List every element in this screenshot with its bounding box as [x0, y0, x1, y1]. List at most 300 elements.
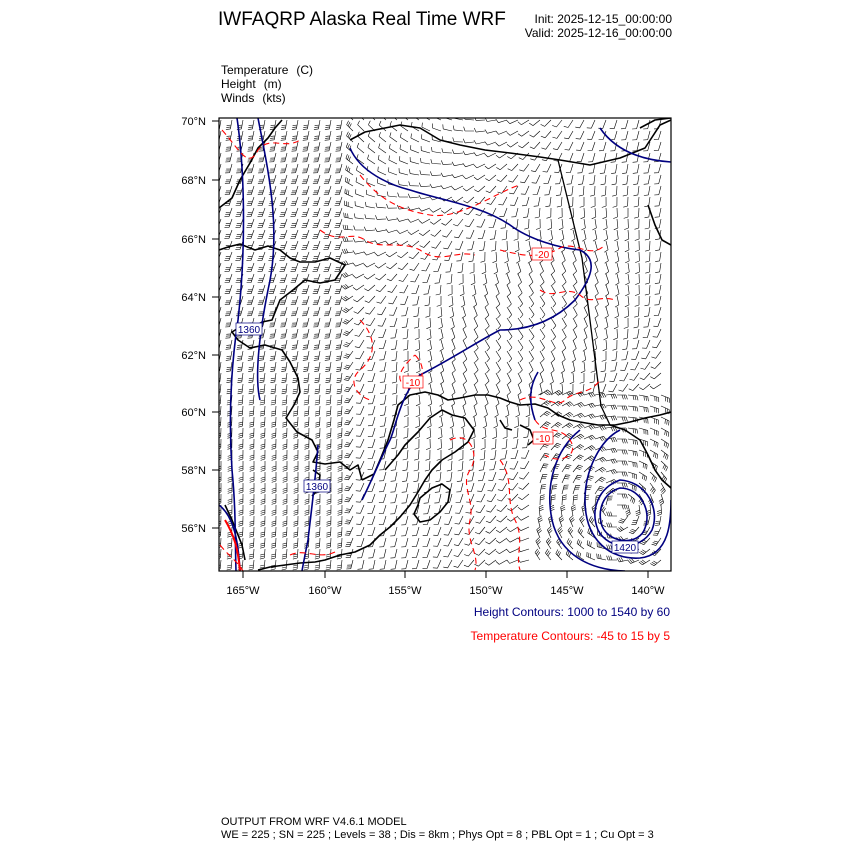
wind-barb: [507, 307, 512, 318]
wind-barb: [214, 197, 221, 206]
wind-barb: [644, 307, 650, 317]
wind-barb: [215, 362, 221, 372]
wind-barb: [260, 428, 265, 438]
wind-barb: [337, 428, 342, 438]
wind-barb: [613, 197, 617, 207]
wind-barb: [452, 384, 456, 395]
wind-barb: [464, 560, 474, 567]
wind-barb: [488, 472, 496, 480]
wind-barb: [315, 417, 320, 427]
wind-barb: [239, 439, 244, 449]
wind-barb: [464, 549, 474, 556]
wind-barb: [250, 505, 254, 515]
wind-barb: [354, 307, 364, 314]
wind-barb: [249, 395, 254, 405]
wind-barb: [356, 406, 364, 414]
wind-barb: [451, 329, 455, 340]
wind-barb: [556, 550, 562, 561]
wind-barb: [551, 362, 555, 373]
wind-barb: [650, 395, 659, 402]
wind-barb: [258, 219, 266, 228]
wind-barb: [498, 186, 508, 193]
wind-barb: [551, 296, 556, 307]
wind-barb: [486, 186, 496, 193]
wind-barb: [237, 362, 243, 372]
wind-barb: [261, 439, 266, 449]
wind-barb: [579, 186, 584, 196]
wind-barb: [489, 461, 496, 470]
wind-barb: [654, 186, 661, 195]
wind-barb: [314, 362, 320, 372]
wind-barb: [420, 241, 430, 248]
wind-barb: [507, 527, 518, 532]
wind-barb: [463, 351, 467, 362]
wind-barb: [529, 296, 534, 307]
wind-barb: [390, 527, 397, 536]
wind-barb: [635, 252, 639, 263]
wind-barb: [594, 252, 598, 263]
wind-barb: [615, 252, 619, 263]
wind-barb: [236, 219, 244, 228]
wind-barb: [364, 274, 375, 279]
wind-barb: [260, 395, 265, 405]
wind-barb: [645, 230, 650, 240]
wind-barb: [477, 483, 485, 491]
wind-barb: [272, 439, 277, 449]
wind-barb: [463, 362, 467, 373]
wind-barb: [466, 505, 475, 513]
wind-barb: [523, 208, 529, 218]
wind-barb: [305, 516, 310, 526]
wind-barbs: [213, 110, 669, 570]
wind-barb: [559, 516, 564, 527]
wind-barb: [485, 351, 490, 362]
wind-barb: [455, 241, 463, 249]
wind-barb: [527, 241, 531, 252]
wind-barb: [562, 454, 572, 461]
wind-barb: [478, 472, 485, 481]
valid-time: Valid: 2025-12-16_00:00:00: [524, 26, 672, 40]
wind-barb: [484, 285, 488, 296]
wind-barb: [226, 340, 232, 349]
wind-barb: [302, 296, 309, 305]
wind-barb: [358, 560, 365, 569]
wind-barb: [577, 539, 584, 549]
wind-barb: [540, 495, 545, 505]
wind-barb: [324, 153, 331, 162]
wind-barb: [617, 472, 627, 476]
wind-barb: [573, 252, 577, 263]
wind-barb: [455, 516, 463, 524]
wind-barb: [625, 263, 629, 274]
wind-barb: [491, 241, 496, 251]
wind-barb: [541, 131, 551, 138]
wind-barb: [474, 164, 485, 168]
wind-barb: [345, 201, 354, 208]
wind-barb: [641, 362, 651, 369]
wind-barb: [573, 318, 577, 329]
wind-barb: [431, 241, 441, 248]
wind-barb: [215, 131, 221, 140]
wind-barb: [518, 362, 522, 373]
temperature-contour-note: Temperature Contours: -45 to 15 by 5: [470, 629, 670, 643]
wind-barb: [327, 439, 332, 449]
wind-barb: [281, 120, 287, 130]
wind-barb: [562, 495, 567, 505]
wind-barb: [538, 384, 542, 395]
wind-barb: [443, 113, 452, 120]
wind-barb: [354, 226, 364, 230]
wind-barb: [593, 230, 597, 241]
wind-barb: [428, 395, 432, 406]
wind-barb: [633, 329, 639, 339]
wind-barb: [433, 112, 441, 120]
wind-barb: [314, 131, 320, 140]
wind-barb: [282, 549, 287, 559]
wind-barb: [224, 230, 232, 239]
wind-barb: [507, 318, 512, 329]
wind-barb: [549, 230, 553, 241]
wind-barb: [235, 230, 243, 239]
wind-barb: [613, 329, 617, 340]
wind-barb: [355, 351, 364, 359]
wind-barb: [485, 362, 489, 373]
wind-barb: [576, 142, 584, 150]
wind-barb: [353, 274, 364, 278]
wind-barb: [478, 230, 485, 239]
wind-barb: [449, 296, 453, 307]
wind-barb: [368, 373, 375, 382]
wind-barb: [568, 186, 574, 196]
wind-barb: [368, 406, 375, 415]
wind-barb: [291, 153, 298, 162]
wind-barb: [495, 274, 499, 285]
wind-barb: [313, 186, 320, 195]
wind-barb: [282, 406, 287, 416]
wind-barb: [389, 307, 397, 315]
wind-barb: [530, 131, 541, 137]
wind-barb: [409, 181, 419, 186]
wind-barb: [415, 439, 419, 449]
wind-barb: [519, 164, 529, 171]
wind-barb: [518, 142, 529, 148]
wind-barb: [269, 329, 276, 338]
wind-barb: [402, 318, 408, 328]
wind-barb: [315, 538, 320, 548]
wind-barb: [378, 329, 386, 337]
wind-barb: [617, 439, 627, 443]
wind-barb: [389, 167, 397, 175]
wind-barb: [261, 483, 265, 493]
wind-barb: [387, 192, 397, 197]
wind-barb: [226, 351, 232, 360]
wind-barb: [491, 439, 496, 449]
footer-model: OUTPUT FROM WRF V4.6.1 MODEL: [221, 816, 407, 828]
wind-barb: [560, 373, 564, 384]
wind-barb: [401, 538, 408, 547]
wind-barb: [605, 296, 609, 307]
wind-barb: [481, 439, 485, 450]
wind-barb: [326, 395, 331, 405]
wind-barb: [479, 461, 485, 470]
coastline-southeast: [610, 425, 671, 488]
wind-barb: [520, 175, 529, 183]
wind-barb: [617, 494, 627, 498]
wind-barb: [225, 318, 232, 327]
wind-barb: [617, 483, 627, 487]
wind-barb: [248, 142, 255, 151]
wind-barb: [260, 384, 265, 394]
wind-barb: [347, 121, 353, 131]
wind-barb: [337, 406, 342, 416]
wind-barb: [260, 406, 265, 416]
wind-barb: [214, 208, 222, 217]
wind-barb: [335, 186, 342, 195]
wind-barb: [531, 164, 540, 172]
wind-barb: [338, 483, 342, 493]
wind-barb: [628, 472, 637, 479]
wind-barb: [546, 538, 551, 549]
wind-barb: [562, 274, 566, 285]
wind-barb: [575, 120, 584, 128]
wind-barb: [518, 285, 522, 296]
wind-barb: [346, 166, 353, 175]
wind-barb: [269, 285, 276, 294]
wind-barb: [390, 133, 397, 143]
wind-barb: [414, 461, 419, 471]
wind-barb: [573, 424, 584, 429]
wind-barb: [392, 351, 398, 361]
wind-barb: [529, 120, 540, 126]
wind-barb: [644, 197, 650, 207]
wind-barb: [475, 549, 485, 555]
wind-barb: [595, 426, 606, 431]
wind-barb: [489, 219, 496, 228]
wind-barb: [247, 296, 254, 305]
wind-barb: [583, 340, 587, 351]
wind-barb: [519, 472, 529, 479]
wind-barb: [280, 263, 288, 272]
wind-barb: [496, 142, 507, 146]
wind-barb: [594, 318, 598, 329]
wind-barb: [645, 296, 651, 306]
wind-barb: [400, 145, 408, 154]
wind-barb: [214, 318, 221, 327]
wind-barb: [345, 516, 353, 524]
wind-barb: [391, 439, 397, 449]
wind-barb: [540, 263, 544, 274]
wind-barb: [225, 186, 232, 195]
wind-barb: [235, 252, 243, 261]
wind-barb: [440, 373, 444, 384]
wind-barb: [496, 384, 500, 395]
wind-barb: [582, 230, 586, 241]
wind-barb: [573, 263, 577, 274]
wind-barb: [214, 219, 222, 228]
wind-barb: [392, 384, 397, 394]
wind-barb: [463, 197, 474, 203]
wind-barb: [559, 219, 563, 230]
wind-barb: [476, 516, 486, 523]
wind-barb: [632, 340, 639, 349]
wind-barb: [612, 351, 618, 361]
wind-barb: [249, 406, 254, 416]
wind-barb: [356, 166, 364, 175]
wind-barb: [577, 164, 584, 173]
wind-barb: [644, 175, 650, 184]
wind-barb: [214, 175, 221, 184]
wind-barb: [386, 216, 397, 220]
wind-barb: [529, 362, 533, 373]
wind-barb: [270, 373, 276, 383]
wind-barb: [380, 417, 386, 427]
wind-barb: [325, 142, 332, 151]
wind-barb: [379, 549, 386, 558]
lon-label-155: 155°W: [388, 585, 422, 597]
wind-barb: [214, 186, 221, 195]
wind-barb: [639, 549, 650, 555]
wind-barb: [247, 197, 254, 206]
wind-barb: [337, 560, 342, 570]
wind-barb: [380, 560, 386, 569]
wind-barb: [346, 560, 353, 569]
wind-barb: [315, 406, 320, 416]
wind-barb: [643, 318, 650, 327]
wind-barb: [272, 461, 276, 471]
wind-barb: [492, 428, 496, 439]
wind-barb: [452, 362, 455, 373]
wind-barb: [343, 329, 353, 336]
wind-barb: [271, 560, 276, 570]
wind-barb: [215, 340, 221, 349]
wind-barb: [356, 505, 364, 513]
wind-barb: [337, 417, 342, 427]
wind-barb: [587, 552, 595, 560]
wind-barb: [302, 285, 309, 294]
wind-barb: [423, 505, 430, 514]
wind-barb: [368, 428, 375, 437]
footer-config: WE = 225 ; SN = 225 ; Levels = 38 ; Dis = 8km ; Phys Opt = 8 ; PBL Opt = 1 ; Cu Opt = 3: [221, 829, 654, 841]
wind-barb: [496, 119, 507, 123]
wind-barb: [592, 208, 596, 219]
wind-barb: [463, 151, 474, 155]
wind-barb: [344, 395, 353, 403]
wind-barb: [567, 538, 573, 549]
wind-barb: [447, 461, 452, 471]
wind-barb: [635, 241, 639, 252]
wind-barb: [344, 472, 353, 480]
wind-barb: [225, 329, 232, 338]
wind-barb: [541, 142, 551, 149]
wind-barb: [652, 538, 661, 545]
wind-barb: [441, 208, 452, 213]
wind-barb: [454, 549, 463, 557]
wind-barb: [379, 538, 386, 547]
wind-barb: [427, 428, 431, 439]
wind-barb: [452, 174, 463, 178]
lat-label-64: 64°N: [181, 292, 206, 304]
wind-barb: [591, 362, 595, 372]
wind-barb: [433, 538, 441, 546]
wind-barb: [551, 485, 557, 494]
wind-barb: [516, 252, 520, 263]
wind-barb: [573, 445, 584, 451]
wind-barb: [412, 549, 419, 558]
wind-barb: [214, 307, 221, 316]
wind-barb: [466, 230, 474, 238]
wind-barb: [291, 296, 298, 305]
wind-barb: [437, 450, 441, 460]
wind-barb: [497, 175, 507, 182]
wind-barb: [368, 450, 375, 459]
wind-barb: [536, 538, 541, 549]
wind-barb: [625, 230, 629, 241]
wind-barb: [514, 417, 518, 428]
wind-barb: [303, 373, 309, 383]
wind-barb: [399, 274, 408, 282]
wind-barb: [474, 384, 478, 395]
wind-barb: [391, 472, 397, 481]
wind-barb: [446, 472, 452, 482]
wind-barb: [453, 219, 463, 226]
wind-barb: [661, 395, 669, 403]
wind-barb: [428, 351, 432, 362]
wind-barb: [258, 153, 265, 162]
lat-label-58: 58°N: [181, 465, 206, 477]
wind-barb: [291, 186, 298, 195]
wind-barb: [452, 162, 463, 166]
wind-barb: [258, 175, 265, 184]
wind-barb: [403, 428, 408, 438]
wind-barb: [588, 384, 595, 393]
wind-barb: [587, 131, 595, 139]
wind-barb: [622, 175, 628, 185]
wind-barb: [419, 219, 430, 223]
wind-barb: [441, 173, 452, 177]
wind-barb: [474, 395, 478, 406]
temp-label-2: -10: [405, 378, 421, 389]
wind-barb: [404, 417, 408, 427]
wind-barb: [477, 494, 486, 502]
wind-barb: [565, 142, 573, 150]
wind-barb: [404, 362, 408, 373]
wind-barb: [630, 373, 640, 380]
field-height-unit: (m): [263, 77, 282, 91]
wind-barb: [315, 384, 320, 394]
wind-barb: [562, 263, 566, 274]
wind-barb: [584, 403, 595, 408]
wind-barb: [283, 450, 287, 460]
wind-barb: [547, 527, 552, 538]
wind-barb: [634, 186, 640, 196]
wind-barb: [562, 402, 573, 407]
wind-barb: [225, 164, 232, 173]
wind-barb: [433, 527, 441, 535]
wind-barb: [450, 417, 454, 428]
wind-barb: [625, 296, 629, 307]
wind-barb: [601, 175, 606, 185]
wind-barb: [459, 274, 463, 285]
wind-barb: [562, 252, 566, 263]
wind-barb: [584, 414, 595, 419]
wind-barb: [510, 461, 518, 469]
wind-barb: [602, 197, 606, 208]
wind-barb: [214, 263, 222, 272]
wind-barb: [316, 494, 320, 504]
wind-barb: [535, 208, 540, 218]
wind-barb: [528, 252, 532, 263]
wind-barb: [486, 505, 496, 512]
